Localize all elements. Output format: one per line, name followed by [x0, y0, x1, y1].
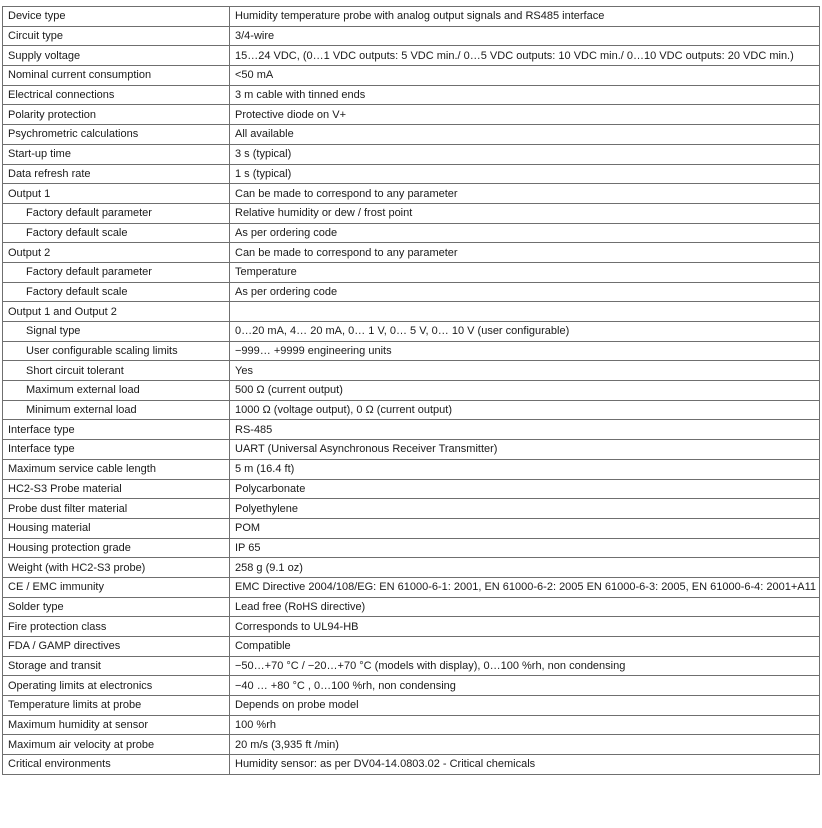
- spec-label: Maximum humidity at sensor: [3, 715, 230, 735]
- spec-value: 100 %rh: [230, 715, 820, 735]
- spec-value: −50…+70 °C / −20…+70 °C (models with display), 0…100 %rh, non condensing: [230, 656, 820, 676]
- specifications-table-body: [3, 7, 820, 775]
- spec-value: Corresponds to UL94-HB: [230, 617, 820, 637]
- spec-value: 1000 Ω (voltage output), 0 Ω (current output): [230, 400, 820, 420]
- spec-value: POM: [230, 518, 820, 538]
- spec-label: Critical environments: [3, 755, 230, 775]
- table-row: [3, 755, 820, 775]
- table-row: [3, 637, 820, 657]
- spec-label: Factory default scale: [3, 282, 230, 302]
- spec-value: 3 s (typical): [230, 144, 820, 164]
- table-row: [3, 341, 820, 361]
- spec-value: Compatible: [230, 637, 820, 657]
- spec-value: Lead free (RoHS directive): [230, 597, 820, 617]
- table-row: [3, 676, 820, 696]
- table-row: [3, 144, 820, 164]
- spec-label: Device type: [3, 7, 230, 27]
- table-row: [3, 656, 820, 676]
- spec-value: Humidity temperature probe with analog output signals and RS485 interface: [230, 7, 820, 27]
- spec-label: Maximum external load: [3, 381, 230, 401]
- spec-value: 3 m cable with tinned ends: [230, 85, 820, 105]
- table-row: [3, 597, 820, 617]
- spec-label: Factory default parameter: [3, 262, 230, 282]
- spec-label: CE / EMC immunity: [3, 577, 230, 597]
- spec-value: 258 g (9.1 oz): [230, 558, 820, 578]
- table-row: [3, 164, 820, 184]
- spec-value: EMC Directive 2004/108/EG: EN 61000-6-1: 2001, EN 61000-6-2: 2005 EN 61000-6-3: 2005, EN 61000-6-4: 2001+A11: [230, 577, 820, 597]
- table-row: [3, 203, 820, 223]
- table-row: [3, 243, 820, 263]
- spec-label: Operating limits at electronics: [3, 676, 230, 696]
- spec-label: Interface type: [3, 420, 230, 440]
- spec-value: −40 … +80 °C , 0…100 %rh, non condensing: [230, 676, 820, 696]
- spec-label: Housing protection grade: [3, 538, 230, 558]
- spec-value: RS-485: [230, 420, 820, 440]
- spec-value: <50 mA: [230, 66, 820, 86]
- table-row: [3, 459, 820, 479]
- table-row: [3, 26, 820, 46]
- spec-label: Output 1 and Output 2: [3, 302, 230, 322]
- spec-value: Relative humidity or dew / frost point: [230, 203, 820, 223]
- spec-value: Can be made to correspond to any parameter: [230, 243, 820, 263]
- spec-label: Probe dust filter material: [3, 499, 230, 519]
- spec-value: Protective diode on V+: [230, 105, 820, 125]
- spec-label: Interface type: [3, 440, 230, 460]
- spec-value: [230, 302, 820, 322]
- spec-label: Storage and transit: [3, 656, 230, 676]
- spec-label: User configurable scaling limits: [3, 341, 230, 361]
- spec-value: As per ordering code: [230, 223, 820, 243]
- spec-label: Output 2: [3, 243, 230, 263]
- table-row: [3, 538, 820, 558]
- spec-label: Output 1: [3, 184, 230, 204]
- table-row: [3, 735, 820, 755]
- spec-label: Signal type: [3, 322, 230, 342]
- table-row: [3, 499, 820, 519]
- table-row: [3, 262, 820, 282]
- table-row: [3, 381, 820, 401]
- spec-label: Electrical connections: [3, 85, 230, 105]
- table-row: [3, 400, 820, 420]
- spec-label: Short circuit tolerant: [3, 361, 230, 381]
- table-row: [3, 420, 820, 440]
- spec-value: −999… +9999 engineering units: [230, 341, 820, 361]
- spec-value: UART (Universal Asynchronous Receiver Transmitter): [230, 440, 820, 460]
- table-row: [3, 479, 820, 499]
- table-row: [3, 105, 820, 125]
- spec-value: 5 m (16.4 ft): [230, 459, 820, 479]
- spec-label: Factory default scale: [3, 223, 230, 243]
- spec-value: 0…20 mA, 4… 20 mA, 0… 1 V, 0… 5 V, 0… 10 V (user configurable): [230, 322, 820, 342]
- spec-value: Temperature: [230, 262, 820, 282]
- table-row: [3, 46, 820, 66]
- table-row: [3, 696, 820, 716]
- table-row: [3, 85, 820, 105]
- spec-value: Depends on probe model: [230, 696, 820, 716]
- table-row: [3, 66, 820, 86]
- table-row: [3, 715, 820, 735]
- spec-label: Maximum air velocity at probe: [3, 735, 230, 755]
- spec-value: Yes: [230, 361, 820, 381]
- table-row: [3, 518, 820, 538]
- spec-label: Polarity protection: [3, 105, 230, 125]
- spec-value: Humidity sensor: as per DV04-14.0803.02 - Critical chemicals: [230, 755, 820, 775]
- spec-label: Housing material: [3, 518, 230, 538]
- spec-value: 15…24 VDC, (0…1 VDC outputs: 5 VDC min./ 0…5 VDC outputs: 10 VDC min./ 0…10 VDC outputs: 20 VDC min.): [230, 46, 820, 66]
- table-row: [3, 7, 820, 27]
- spec-label: Supply voltage: [3, 46, 230, 66]
- spec-value: 1 s (typical): [230, 164, 820, 184]
- spec-value: Polycarbonate: [230, 479, 820, 499]
- spec-label: FDA / GAMP directives: [3, 637, 230, 657]
- spec-label: Nominal current consumption: [3, 66, 230, 86]
- spec-value: Can be made to correspond to any parameter: [230, 184, 820, 204]
- spec-label: Psychrometric calculations: [3, 125, 230, 145]
- spec-label: Solder type: [3, 597, 230, 617]
- spec-value: 20 m/s (3,935 ft /min): [230, 735, 820, 755]
- spec-value: 3/4-wire: [230, 26, 820, 46]
- spec-value: All available: [230, 125, 820, 145]
- spec-label: Weight (with HC2-S3 probe): [3, 558, 230, 578]
- spec-label: Circuit type: [3, 26, 230, 46]
- table-row: [3, 302, 820, 322]
- table-row: [3, 361, 820, 381]
- spec-label: Maximum service cable length: [3, 459, 230, 479]
- spec-value: IP 65: [230, 538, 820, 558]
- spec-label: Fire protection class: [3, 617, 230, 637]
- table-row: [3, 322, 820, 342]
- spec-label: Minimum external load: [3, 400, 230, 420]
- spec-label: Data refresh rate: [3, 164, 230, 184]
- table-row: [3, 223, 820, 243]
- spec-label: HC2-S3 Probe material: [3, 479, 230, 499]
- spec-label: Start-up time: [3, 144, 230, 164]
- table-row: [3, 617, 820, 637]
- spec-value: Polyethylene: [230, 499, 820, 519]
- spec-value: 500 Ω (current output): [230, 381, 820, 401]
- table-row: [3, 282, 820, 302]
- table-row: [3, 125, 820, 145]
- specifications-table: [2, 6, 820, 775]
- table-row: [3, 440, 820, 460]
- table-row: [3, 184, 820, 204]
- spec-value: As per ordering code: [230, 282, 820, 302]
- spec-label: Temperature limits at probe: [3, 696, 230, 716]
- table-row: [3, 558, 820, 578]
- table-row: [3, 577, 820, 597]
- spec-label: Factory default parameter: [3, 203, 230, 223]
